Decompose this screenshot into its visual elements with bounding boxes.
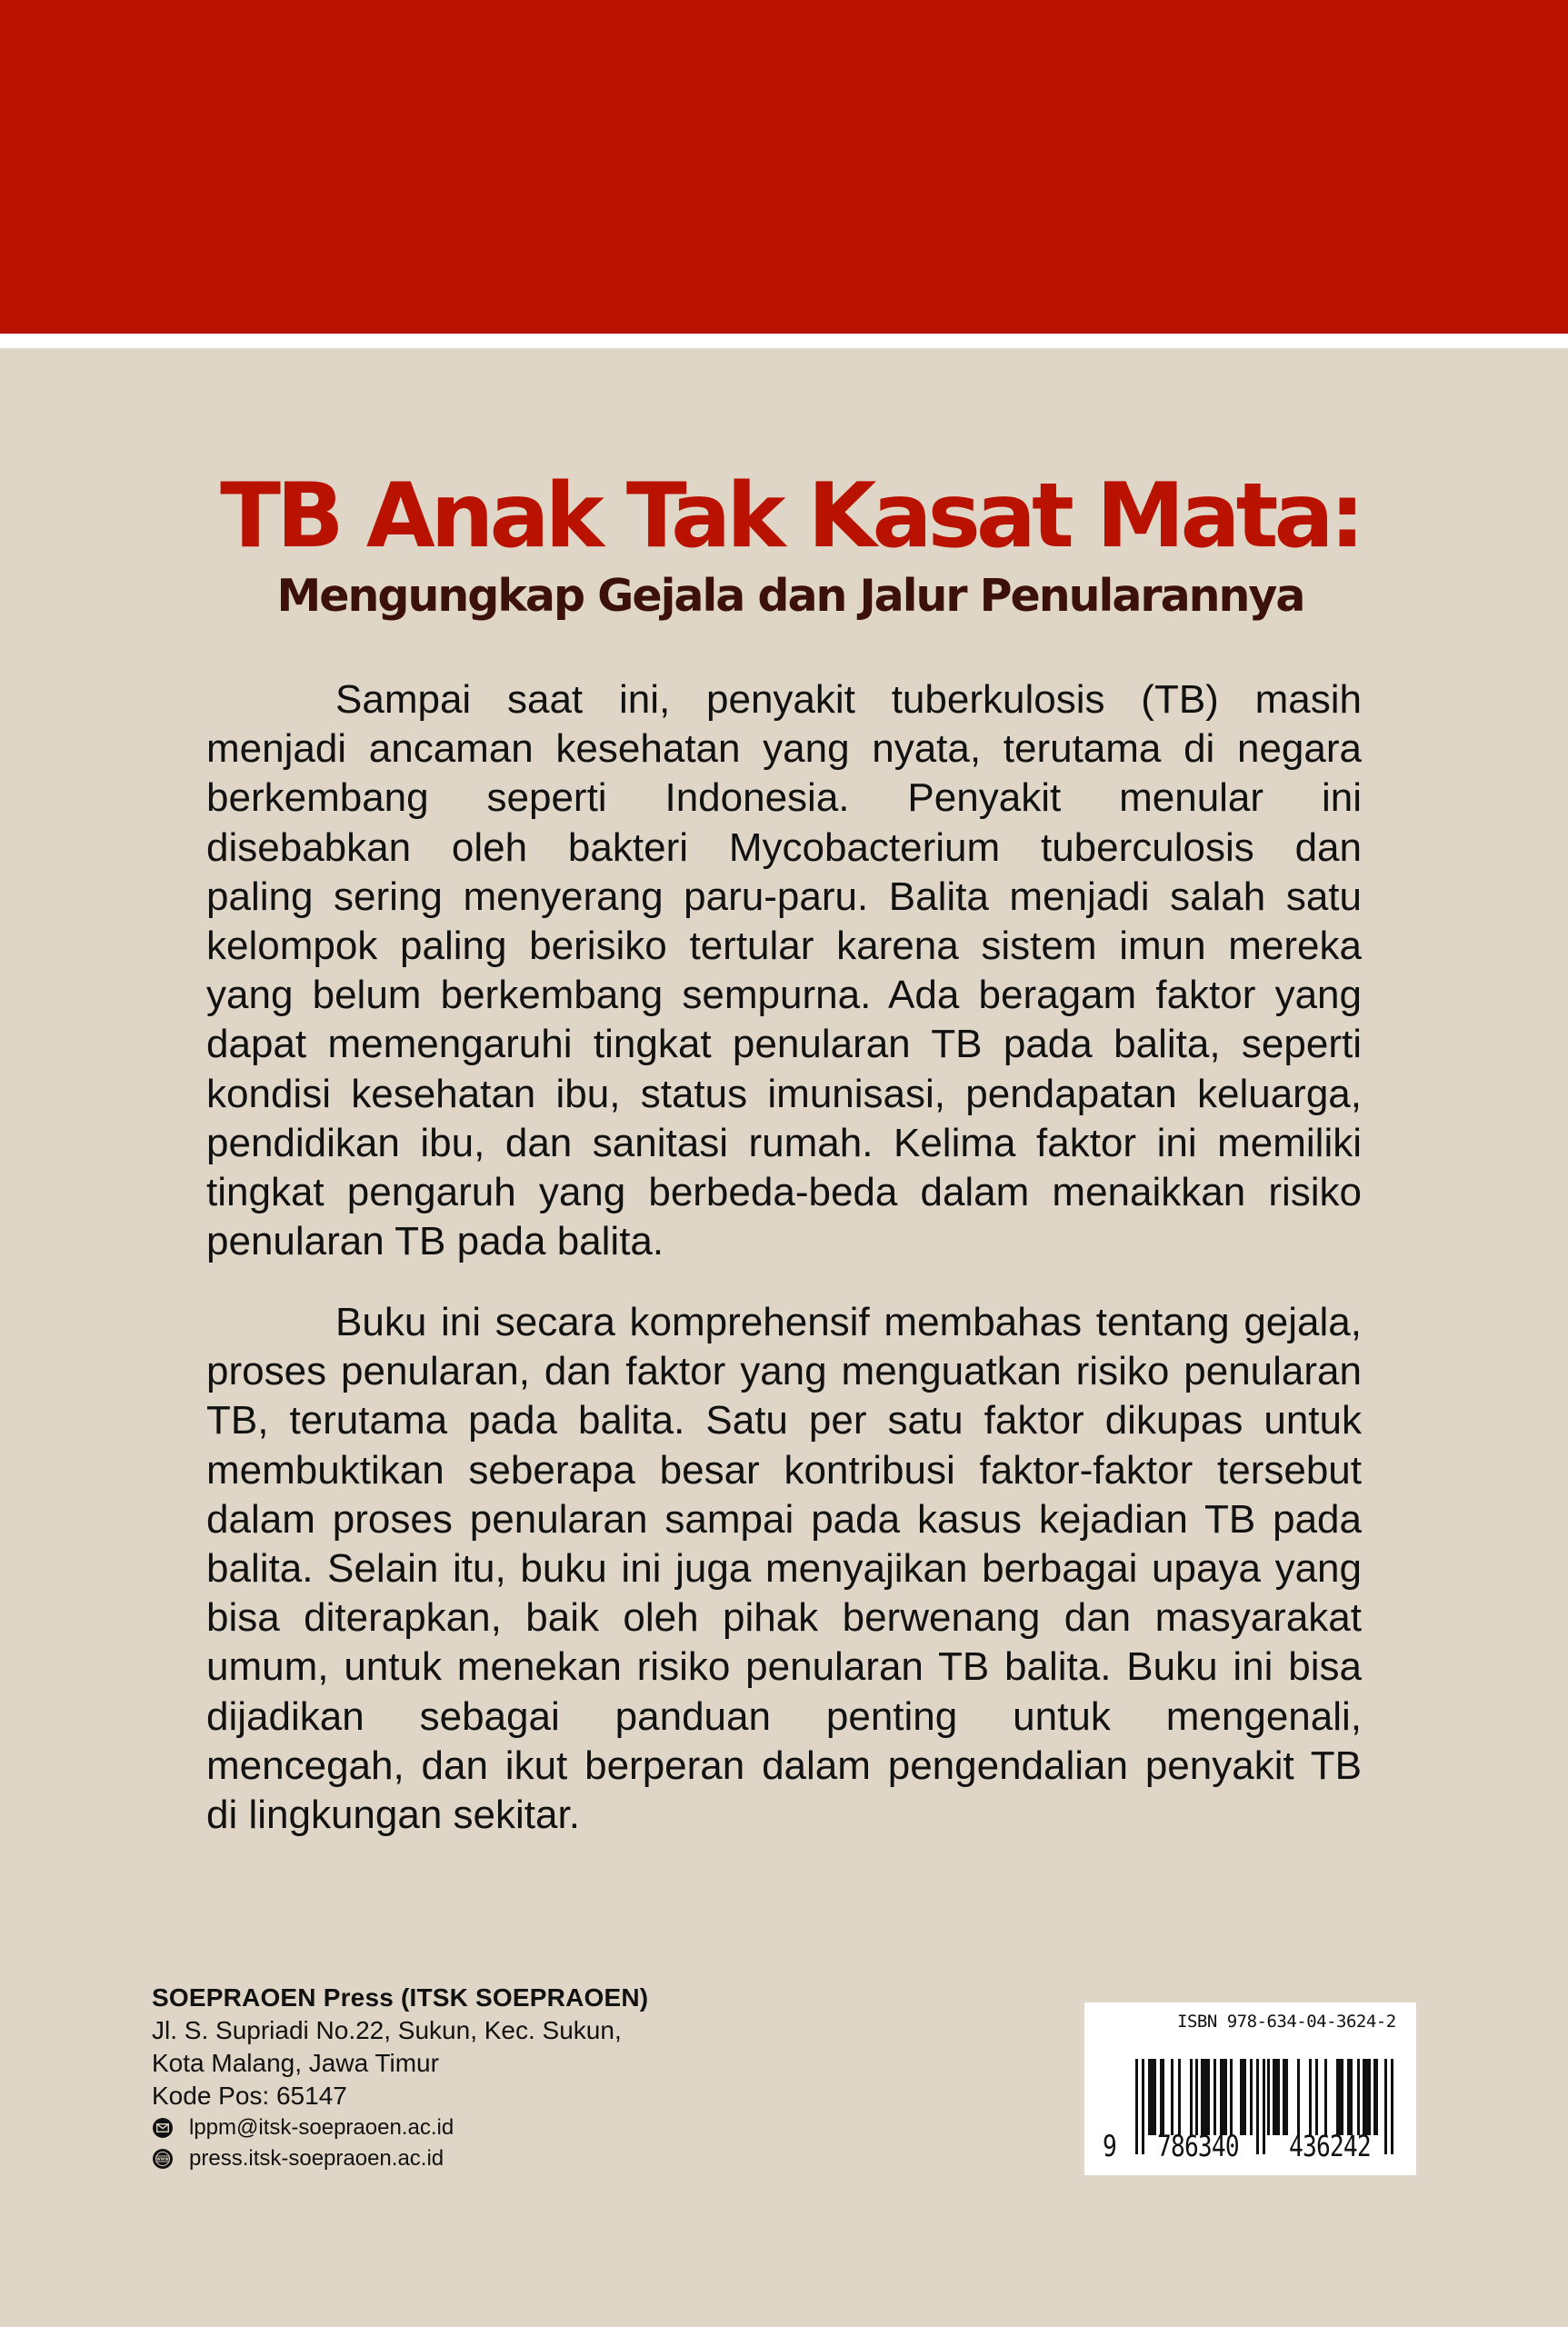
- top-red-band: [0, 0, 1568, 334]
- blurb-line: yang belum berkembang sempurna. Ada beragam faktor yang: [206, 973, 1362, 1018]
- publisher-website[interactable]: press.itsk-soepraoen.ac.id: [189, 2146, 444, 2171]
- blurb-line: kondisi kesehatan ibu, status imunisasi, pendapatan keluarga,: [206, 1071, 1362, 1116]
- blurb-line: proses penularan, dan faktor yang menguatkan risiko penularan: [206, 1349, 1362, 1394]
- publisher-address-line-1: Jl. S. Supriadi No.22, Sukun, Kec. Sukun,: [152, 2016, 622, 2044]
- publisher-name: SOEPRAOEN Press (ITSK SOEPRAOEN): [152, 1983, 649, 2012]
- publisher-email[interactable]: lppm@itsk-soepraoen.ac.id: [189, 2115, 454, 2140]
- blurb-line: tingkat pengaruh yang berbeda-beda dalam menaikkan risiko: [206, 1169, 1362, 1214]
- blurb-line: TB, terutama pada balita. Satu per satu faktor dikupas untuk: [206, 1398, 1362, 1443]
- blurb-line: umum, untuk menekan risiko penularan TB balita. Buku ini bisa: [206, 1644, 1362, 1690]
- blurb-line: pendidikan ibu, dan sanitasi rumah. Kelima faktor ini memiliki: [206, 1120, 1362, 1165]
- book-subtitle: Mengungkap Gejala dan Jalur Penularannya: [276, 570, 1304, 622]
- isbn-barcode: [1084, 2002, 1416, 2175]
- blurb-line: Sampai saat ini, penyakit tuberkulosis (TB) masih: [335, 677, 1362, 722]
- blurb-line: bisa diterapkan, baik oleh pihak berwenang dan masyarakat: [206, 1595, 1362, 1641]
- blurb-line: menjadi ancaman kesehatan yang nyata, terutama di negara: [206, 726, 1362, 772]
- blurb-line: dapat memengaruhi tingkat penularan TB pada balita, seperti: [206, 1022, 1362, 1067]
- blurb-paragraph-1: [206, 675, 1362, 1266]
- blurb-line: Buku ini secara komprehensif membahas tentang gejala,: [335, 1300, 1362, 1344]
- barcode-digit-lead: 9: [1103, 2129, 1116, 2163]
- white-divider-strip: [0, 334, 1568, 348]
- blurb-line: paling sering menyerang paru-paru. Balita menjadi salah satu: [206, 874, 1362, 919]
- globe-www-icon: [153, 2149, 173, 2169]
- blurb-line: membuktikan seberapa besar kontribusi faktor-faktor tersebut: [206, 1447, 1362, 1493]
- book-title: TB Anak Tak Kasat Mata:: [220, 464, 1361, 568]
- publisher-postal-code: Kode Pos: 65147: [152, 2082, 347, 2110]
- blurb-line: balita. Selain itu, buku ini juga menyajikan berbagai upaya yang: [206, 1545, 1362, 1591]
- isbn-label: ISBN 978-634-04-3624-2: [1177, 2012, 1396, 2032]
- blurb-line: kelompok paling berisiko tertular karena sistem imun mereka: [206, 923, 1362, 968]
- publisher-address-line-2: Kota Malang, Jawa Timur: [152, 2049, 439, 2077]
- barcode-digits-right: 436242: [1289, 2129, 1371, 2163]
- publisher-website-row: [152, 2143, 648, 2174]
- svg-text:www: www: [156, 2156, 169, 2162]
- publisher-info: [152, 1982, 648, 2174]
- barcode-digits-left: 786340: [1157, 2129, 1239, 2163]
- blurb-line: berkembang seperti Indonesia. Penyakit menular ini: [206, 775, 1362, 821]
- publisher-email-row: [152, 2112, 648, 2143]
- blurb-line: dijadikan sebagai panduan penting untuk mengenali,: [206, 1693, 1362, 1739]
- blurb-line: disebabkan oleh bakteri Mycobacterium tuberculosis dan: [206, 824, 1362, 870]
- blurb-paragraph-2: [206, 1298, 1362, 1840]
- blurb-line: di lingkungan sekitar.: [206, 1792, 580, 1837]
- blurb-line: dalam proses penularan sampai pada kasus kejadian TB pada: [206, 1496, 1362, 1542]
- blurb-line: penularan TB pada balita.: [206, 1219, 664, 1264]
- envelope-icon: [153, 2118, 173, 2138]
- blurb-line: mencegah, dan ikut berperan dalam pengendalian penyakit TB: [206, 1743, 1362, 1788]
